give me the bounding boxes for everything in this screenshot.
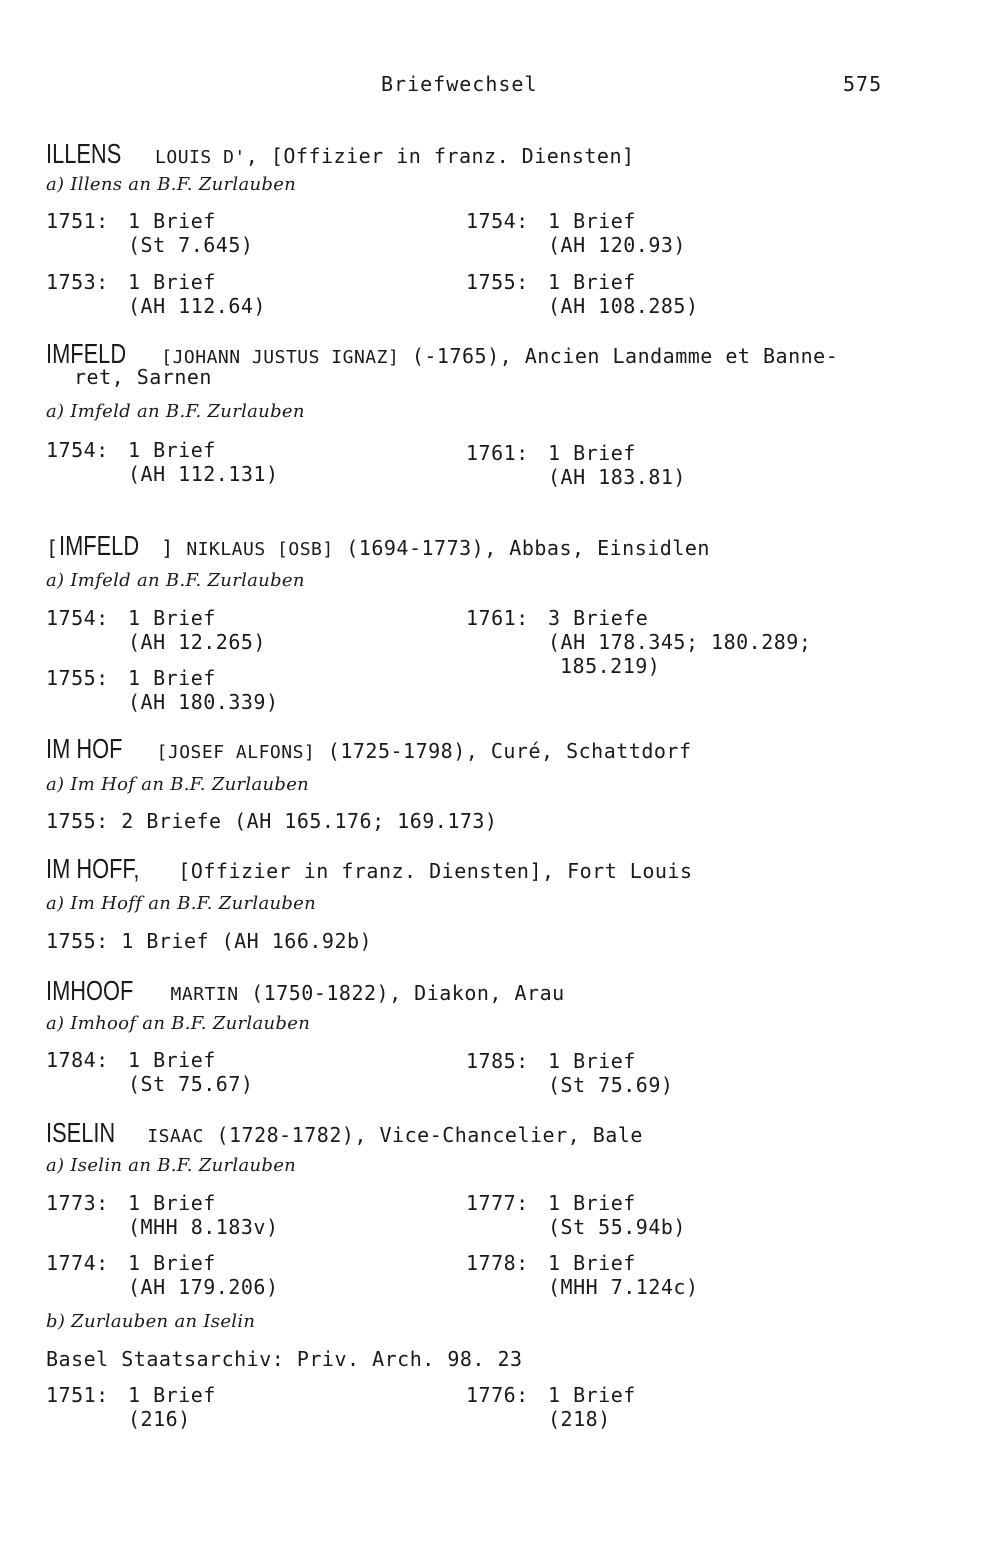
letter-reference-continued: 185.219)	[560, 654, 661, 678]
name-bracket-open: [	[46, 536, 59, 560]
section-a-label: a) Imfeld an B.F. Zurlauben	[46, 401, 305, 422]
letter-year: 1774:	[46, 1251, 109, 1275]
letter-reference: (MHH 8.183v)	[128, 1215, 279, 1239]
letter-item	[46, 606, 266, 654]
letter-count: 1 Brief	[548, 1191, 636, 1215]
letter-reference: (MHH 7.124c)	[548, 1275, 699, 1299]
letter-year: 1754:	[466, 209, 529, 233]
letter-reference: (AH 12.265)	[128, 630, 266, 654]
entry-heading	[46, 530, 710, 562]
section-a-label: a) Illens an B.F. Zurlauben	[46, 174, 297, 195]
name-bracket-close: ]	[161, 536, 174, 560]
letter-year: 1776:	[466, 1383, 529, 1407]
letter-year: 1778:	[466, 1251, 529, 1275]
entry-name: IMHOOF	[46, 975, 134, 1006]
letter-year: 1777:	[466, 1191, 529, 1215]
entry-name: IMFELD	[46, 338, 127, 369]
letter-count: 1 Brief	[128, 1048, 216, 1072]
letter-count: 1 Brief	[548, 441, 636, 465]
page-number: 575	[843, 72, 883, 96]
letter-item	[46, 1191, 279, 1239]
section-b-label: b) Zurlauben an Iselin	[46, 1311, 256, 1332]
letter-count: 1 Brief	[548, 1251, 636, 1275]
entry-description: , [Offizier in franz. Diensten]	[245, 144, 635, 168]
entry-description: (-1765), Ancien Landamme et Banne-	[399, 344, 839, 368]
entry-description: (1750-1822), Diakon, Arau	[238, 981, 565, 1005]
letter-year: 1761:	[466, 606, 529, 630]
letter-item	[466, 1049, 673, 1097]
letter-year: 1755:	[46, 666, 109, 690]
letter-year: 1784:	[46, 1048, 109, 1072]
letter-reference: (AH 112.131)	[128, 462, 279, 486]
letter-item	[46, 438, 279, 486]
letter-year: 1761:	[466, 441, 529, 465]
section-a-label: a) Imhoof an B.F. Zurlauben	[46, 1013, 311, 1034]
letter-reference: (St 55.94b)	[548, 1215, 686, 1239]
entry-description: (1694-1773), Abbas, Einsidlen	[333, 536, 710, 560]
letter-item	[466, 441, 686, 489]
letter-count: 1 Brief	[128, 1191, 216, 1215]
letter-year: 1751:	[46, 1383, 109, 1407]
section-a-label: a) Im Hof an B.F. Zurlauben	[46, 774, 310, 795]
letter-year: 1773:	[46, 1191, 109, 1215]
letter-count: 1 Brief	[128, 1383, 216, 1407]
letter-item	[466, 606, 811, 678]
letter-item	[46, 270, 266, 318]
letter-line: 1755: 1 Brief (AH 166.92b)	[46, 929, 373, 953]
letter-reference: (AH 178.345; 180.289;	[548, 630, 812, 654]
letter-count: 1 Brief	[128, 270, 216, 294]
entry-heading	[46, 853, 693, 885]
letter-reference: (St 75.69)	[548, 1073, 674, 1097]
entry-forename: [JOSEF ALFONS]	[156, 742, 316, 763]
entry-description: (1725-1798), Curé, Schattdorf	[315, 739, 692, 763]
letter-reference: (AH 120.93)	[548, 233, 686, 257]
letter-item	[466, 270, 699, 318]
entry-forename: [JOHANN JUSTUS IGNAZ]	[161, 347, 400, 368]
entry-name: ISELIN	[46, 1117, 116, 1148]
entry-heading	[46, 138, 635, 170]
entry-heading	[46, 733, 692, 765]
letter-reference: (AH 183.81)	[548, 465, 686, 489]
letter-year: 1751:	[46, 209, 109, 233]
entry-name: ILLENS	[46, 138, 122, 169]
letter-item	[466, 1191, 686, 1239]
letter-reference: (St 75.67)	[128, 1072, 254, 1096]
letter-reference: (AH 179.206)	[128, 1275, 279, 1299]
letter-count: 1 Brief	[128, 606, 216, 630]
letter-count: 1 Brief	[548, 1049, 636, 1073]
running-header: Briefwechsel	[381, 72, 538, 96]
entry-heading	[46, 975, 565, 1007]
letter-count: 1 Brief	[548, 270, 636, 294]
letter-count: 1 Brief	[548, 209, 636, 233]
letter-item	[466, 1251, 699, 1299]
entry-forename: NIKLAUS [OSB]	[186, 539, 334, 560]
entry-forename: ISAAC	[147, 1126, 204, 1147]
letter-item	[466, 1383, 636, 1431]
letter-count: 1 Brief	[128, 209, 216, 233]
letter-item	[46, 1048, 253, 1096]
entry-forename: LOUIS D'	[155, 147, 246, 168]
letter-count: 3 Briefe	[548, 606, 649, 630]
letter-item	[46, 1383, 216, 1431]
letter-line: 1755: 2 Briefe (AH 165.176; 169.173)	[46, 809, 498, 833]
letter-item	[46, 209, 253, 257]
letter-count: 1 Brief	[548, 1383, 636, 1407]
letter-count: 1 Brief	[128, 438, 216, 462]
entry-description: (1728-1782), Vice-Chancelier, Bale	[203, 1123, 643, 1147]
letter-reference: (AH 180.339)	[128, 690, 279, 714]
letter-reference: (AH 108.285)	[548, 294, 699, 318]
entry-description-continued: ret, Sarnen	[74, 365, 212, 389]
letter-year: 1753:	[46, 270, 109, 294]
letter-item	[466, 209, 686, 257]
letter-reference: (218)	[548, 1407, 611, 1431]
letter-item	[46, 1251, 279, 1299]
letter-year: 1785:	[466, 1049, 529, 1073]
letter-year: 1754:	[46, 606, 109, 630]
letter-year: 1754:	[46, 438, 109, 462]
section-a-label: a) Imfeld an B.F. Zurlauben	[46, 570, 305, 591]
entry-name: IMFELD	[58, 530, 139, 561]
letter-reference: (AH 112.64)	[128, 294, 266, 318]
entry-heading	[46, 1117, 643, 1149]
entry-description: [Offizier in franz. Diensten], Fort Louis	[165, 859, 693, 883]
section-a-label: a) Im Hoff an B.F. Zurlauben	[46, 893, 317, 914]
entry-forename: MARTIN	[170, 984, 239, 1005]
section-a-label: a) Iselin an B.F. Zurlauben	[46, 1155, 297, 1176]
letter-reference: (St 7.645)	[128, 233, 254, 257]
letter-item	[46, 666, 279, 714]
letter-count: 1 Brief	[128, 1251, 216, 1275]
letter-count: 1 Brief	[128, 666, 216, 690]
archive-line: Basel Staatsarchiv: Priv. Arch. 98. 23	[46, 1347, 523, 1371]
entry-name: IM HOF	[46, 733, 123, 764]
entry-name: IM HOFF,	[46, 853, 140, 884]
letter-reference: (216)	[128, 1407, 191, 1431]
letter-year: 1755:	[466, 270, 529, 294]
